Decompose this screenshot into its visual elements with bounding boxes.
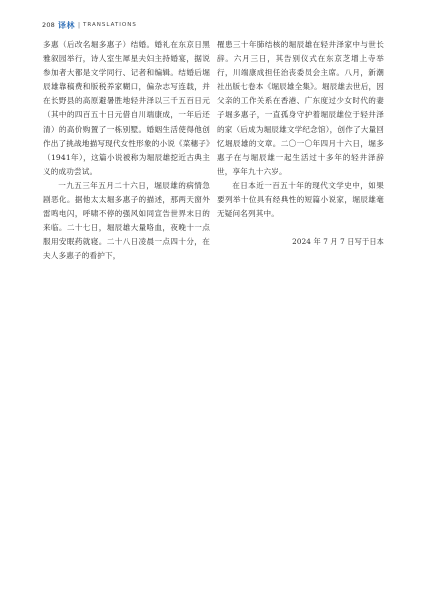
section-title: TRANSLATIONS: [83, 22, 137, 28]
left-column: [43, 38, 210, 264]
paragraph-conclusion: 在日本近一百五十年的现代文学史中，如果要列举十位具有经典性的短篇小说家，堀辰雄毫无疑问名列其中。: [217, 180, 384, 219]
page-number: 208: [42, 21, 56, 29]
paragraph-illness: 一九五三年五月二十六日，堀辰雄的病情急剧恶化。据他太太堀多惠子的描述，那两天窗外雷鸣电闪，呼啸不停的强风如同宣告世界末日的来临。二十七日，堀辰雄大量咯血，夜晚十一点服用安眠药就寝。二十八日凌晨一点四十分，在夫人多惠子的看护下，: [43, 180, 210, 261]
header-separator: |: [78, 21, 81, 29]
journal-logo: 译林: [58, 20, 76, 30]
paragraph-marriage: 多惠（后改名堀多惠子）结婚。婚礼在东京日黑雅叙园举行，诗人室生犀星夫妇主持婚宴，据说参加者大都是文学同行、记者和编辑。结婚后堀辰雄靠稿费和版税养家糊口，偏杂志写连载，并在长野县的高原避暑胜地轻井泽以三千五百日元（其中的四百五十日元借自川端康成，一年后还清）的高价购置了一栋别墅。婚姻生活使得他创作出了挑战地描写现代女性形象的小说《菜穗子》（1941年），这篇小说被称为堀辰雄挖近古典主义的成功尝试。: [43, 40, 210, 176]
running-header: [42, 19, 137, 31]
paragraph-death: 罹患三十年肺结核的堀辰雄在轻井泽家中与世长辞。六月三日，其告别仪式在东京芝增上寺举行，川端康成担任治丧委员会主席。八月，新潮社出版七卷本《堀辰雄全集》。堀辰雄去世后，因父亲的工作关系在香港、广东度过少女时代的妻子堀多惠子，一直孤身守护着堀辰雄位于轻井泽的家（后成为堀辰雄文学纪念馆），创作了大量回忆堀辰雄的文章。二〇一〇年四月十六日，堀多惠子在与堀辰雄一起生活过十多年的轻井泽辞世，享年九十六岁。: [217, 40, 384, 176]
right-column: [217, 38, 384, 249]
writing-date: 2024 年 7 月 7 日写于日本: [292, 237, 384, 247]
